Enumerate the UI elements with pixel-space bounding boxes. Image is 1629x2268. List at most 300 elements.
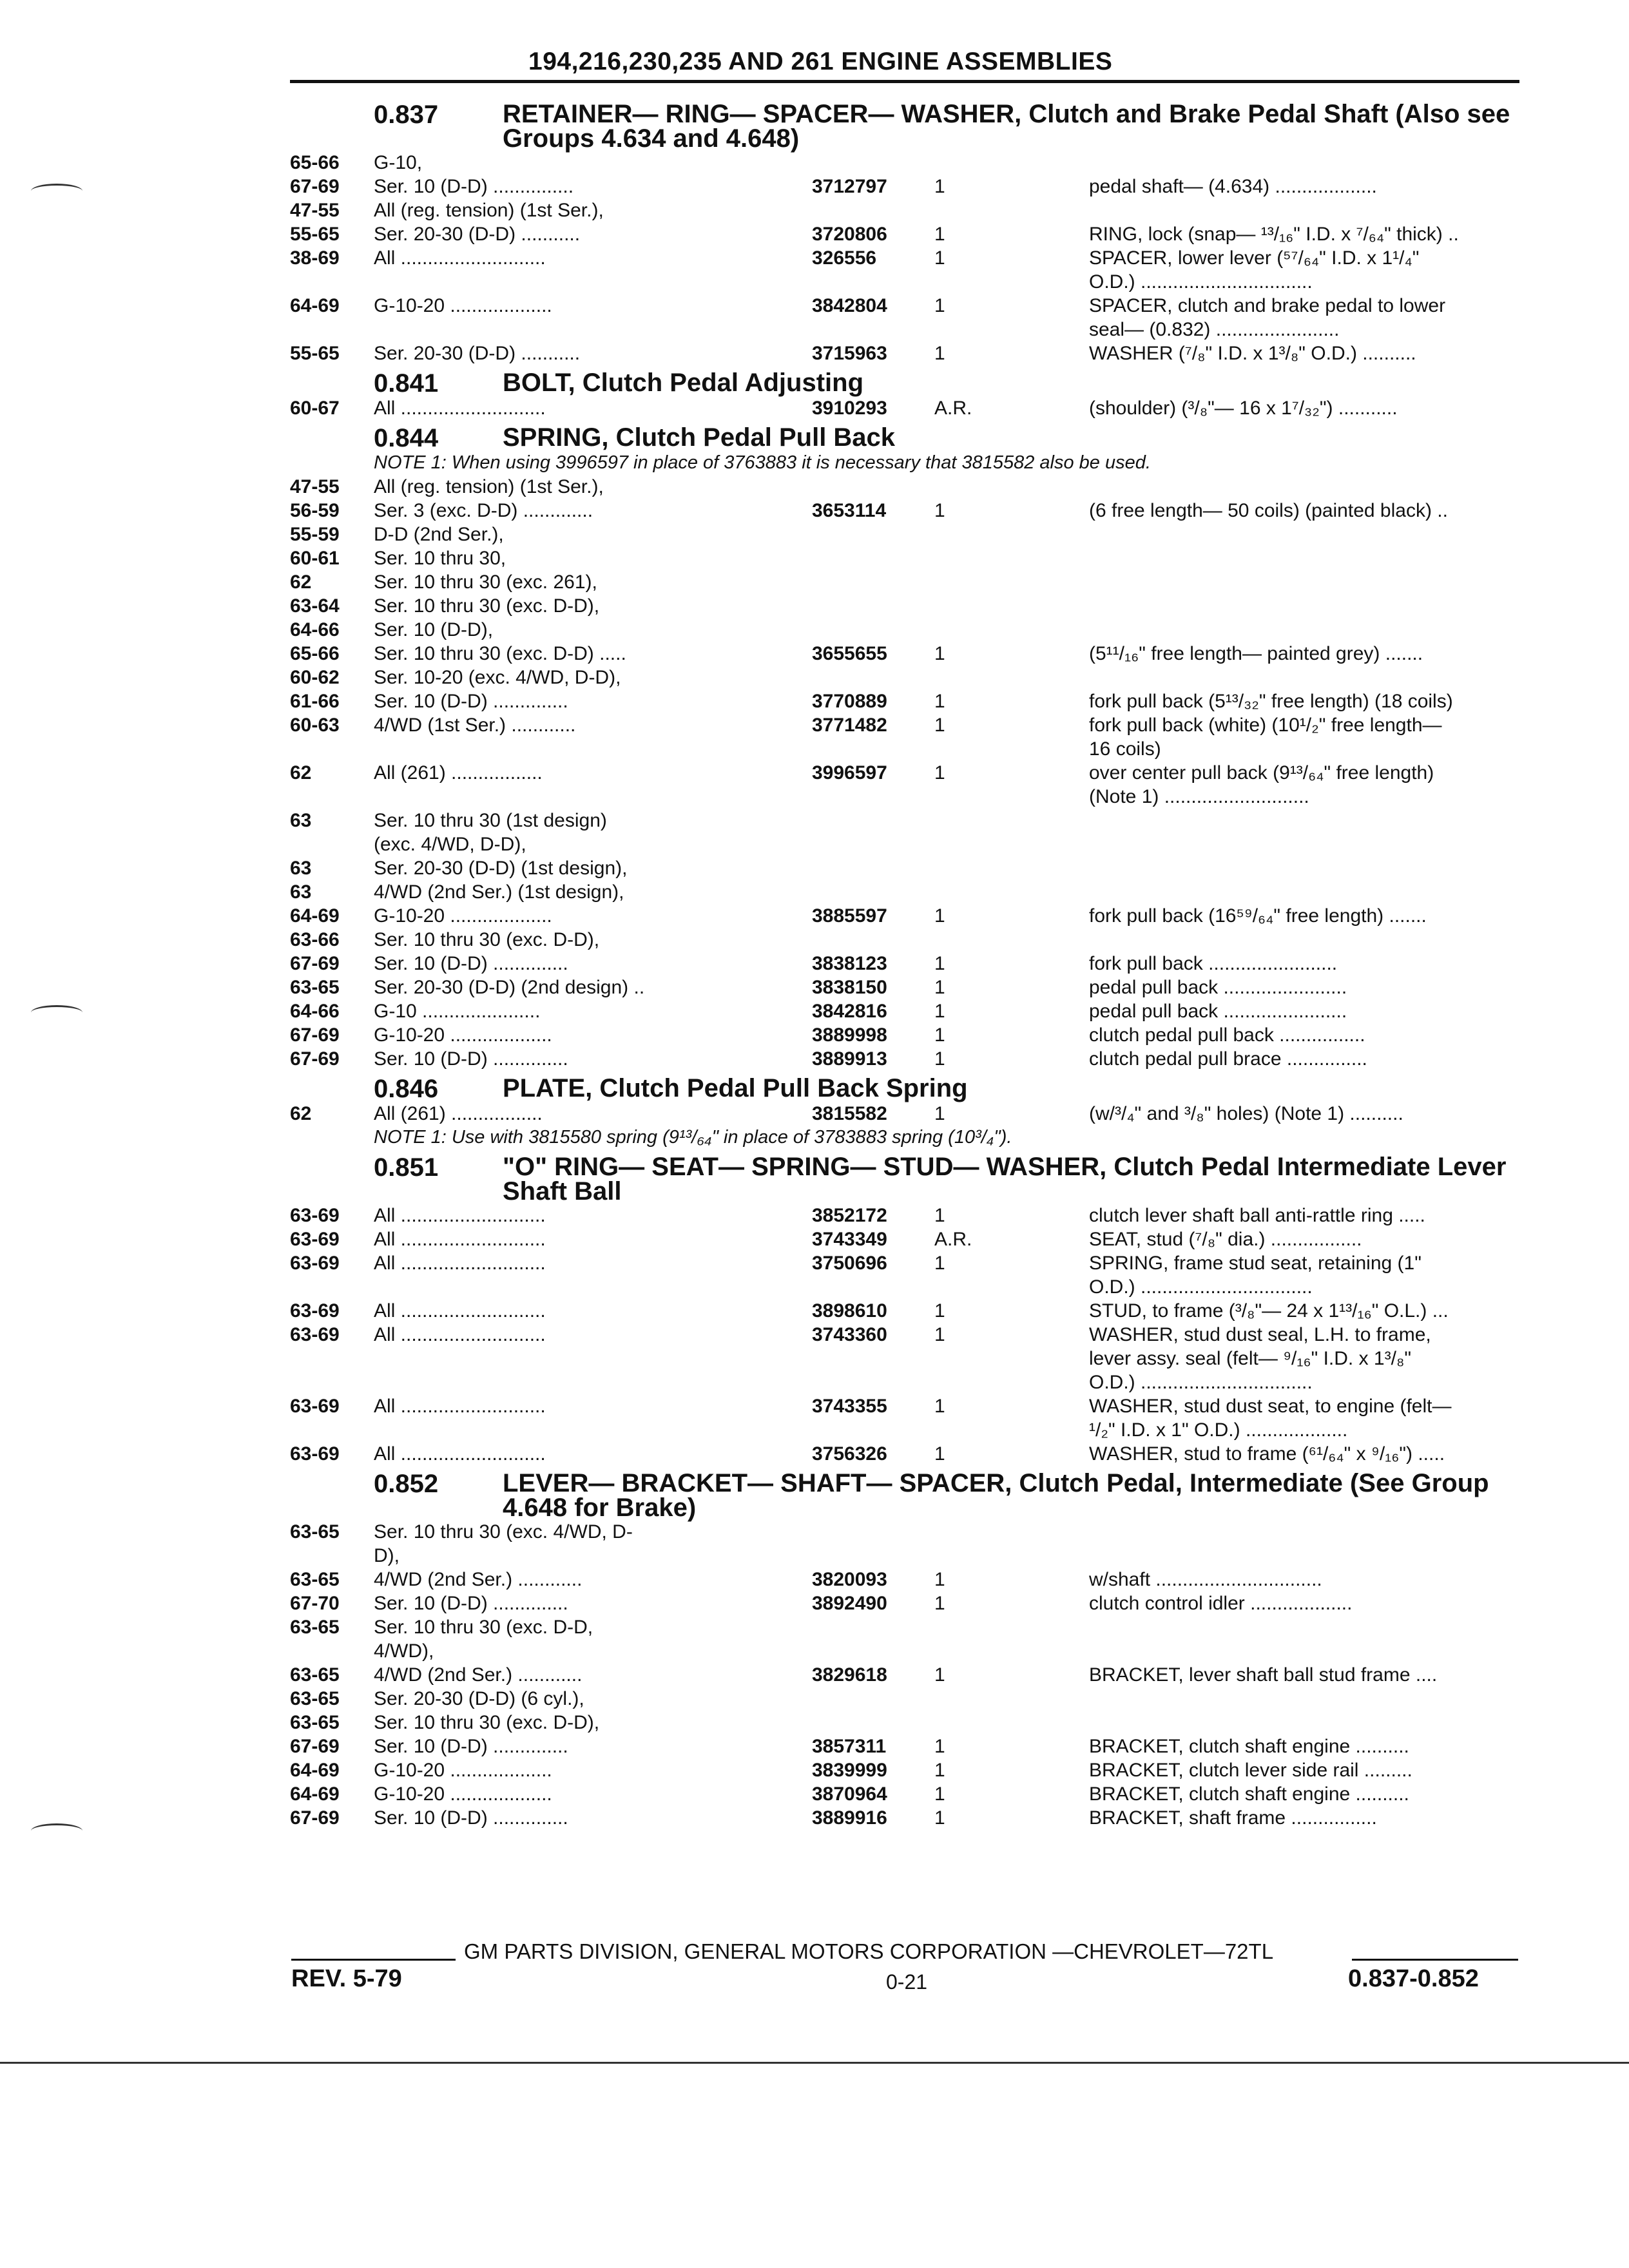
description: SPACER, clutch and brake pedal to lower [1089, 295, 1446, 316]
application: G-10-20 ................... [374, 1783, 552, 1805]
description: fork pull back (16⁵⁹/₆₄" free length) ....... [1089, 905, 1427, 927]
model-years: 63-69 [290, 1300, 340, 1321]
table-row [290, 1370, 1514, 1394]
application: Ser. 20-30 (D-D) (1st design), [374, 858, 628, 879]
description: 16 coils) [1089, 738, 1161, 760]
model-years: 63-64 [290, 595, 340, 617]
part-number: 3857311 [812, 1736, 887, 1757]
model-years: 64-66 [290, 1001, 340, 1022]
part-number: 3889913 [812, 1048, 887, 1070]
part-number: 3889916 [812, 1807, 887, 1829]
table-row [290, 1299, 1514, 1323]
application: Ser. 10 (D-D) .............. [374, 1736, 568, 1757]
description: (6 free length— 50 coils) (painted black) .. [1089, 500, 1448, 521]
model-years: 63 [290, 810, 312, 831]
model-years: 63-69 [290, 1396, 340, 1417]
quantity: 1 [934, 1396, 945, 1417]
table-row [290, 499, 1514, 523]
application [374, 1418, 812, 1442]
application: All ........................... [374, 1229, 546, 1250]
model-years: 60-62 [290, 667, 340, 688]
part-number: 3885597 [812, 905, 887, 927]
model-years: 62 [290, 1103, 312, 1124]
application: D), [374, 1545, 400, 1566]
quantity: 1 [934, 977, 945, 998]
table-row [290, 785, 1514, 809]
application [374, 1347, 812, 1370]
model-years: 63-65 [290, 977, 340, 998]
description: pedal pull back ....................... [1089, 1001, 1347, 1022]
table-row [290, 294, 1514, 318]
part-number: 3842804 [812, 295, 887, 316]
part-number [812, 666, 934, 689]
model-years [290, 1418, 374, 1442]
quantity: 1 [934, 1001, 945, 1022]
part-number [812, 1370, 934, 1394]
part-number: 3870964 [812, 1783, 887, 1805]
application: G-10-20 ................... [374, 1760, 552, 1781]
quantity [934, 1639, 1089, 1663]
section-heading [290, 1076, 1514, 1102]
quantity: 1 [934, 1664, 945, 1686]
application: Ser. 10 (D-D) .............. [374, 1807, 568, 1829]
part-number [812, 737, 934, 761]
application: Ser. 20-30 (D-D) (6 cyl.), [374, 1688, 584, 1709]
quantity: 1 [934, 1048, 945, 1070]
part-number [812, 1418, 934, 1442]
quantity [934, 523, 1089, 546]
description [1089, 618, 1514, 642]
application: Ser. 20-30 (D-D) (2nd design) .. [374, 977, 645, 998]
table-row [290, 1394, 1514, 1418]
part-number: 3838123 [812, 953, 887, 974]
part-number: 3712797 [812, 176, 887, 197]
model-years: 38-69 [290, 247, 340, 269]
quantity: 1 [934, 643, 945, 664]
part-number: 3838150 [812, 977, 887, 998]
model-years: 63-69 [290, 1324, 340, 1345]
table-row [290, 594, 1514, 618]
application [374, 270, 812, 294]
application: 4/WD (2nd Ser.) (1st design), [374, 881, 624, 903]
table-row [290, 151, 1514, 175]
quantity [934, 737, 1089, 761]
description [1089, 546, 1514, 570]
quantity [934, 618, 1089, 642]
section-title: "O" RING— SEAT— SPRING— STUD— WASHER, Clutch Pedal Intermediate Lever Shaft Ball [503, 1153, 1507, 1206]
part-number: 3996597 [812, 762, 887, 783]
application: Ser. 10 thru 30 (exc. D-D), [374, 595, 600, 617]
table-row [290, 713, 1514, 737]
application: All (reg. tension) (1st Ser.), [374, 200, 604, 221]
quantity: 1 [934, 1300, 945, 1321]
description [1089, 856, 1514, 880]
model-years: 63-65 [290, 1712, 340, 1733]
header-rule [290, 80, 1519, 83]
application: All (261) ................. [374, 762, 543, 783]
application: Ser. 10 thru 30 (exc. D-D), [374, 929, 600, 950]
section-title: SPRING, Clutch Pedal Pull Back [503, 423, 896, 452]
model-years: 56-59 [290, 500, 340, 521]
part-number: 3910293 [812, 398, 887, 419]
table-row [290, 1615, 1514, 1639]
part-number [812, 475, 934, 499]
model-years [290, 318, 374, 341]
description [1089, 1520, 1514, 1544]
table-row [290, 1023, 1514, 1047]
model-years [290, 737, 374, 761]
table-row [290, 1687, 1514, 1711]
quantity: 1 [934, 1103, 945, 1124]
part-number: 3815582 [812, 1103, 887, 1124]
description: fork pull back (white) (10¹/₂" free length— [1089, 715, 1442, 736]
model-years: 63-65 [290, 1617, 340, 1638]
description: fork pull back (5¹³/₃₂" free length) (18 coils) [1089, 691, 1453, 712]
table-row [290, 396, 1514, 420]
description [1089, 1615, 1514, 1639]
quantity: 1 [934, 1443, 945, 1465]
application: Ser. 10 thru 30 (exc. 261), [374, 572, 597, 593]
application [374, 1370, 812, 1394]
quantity [934, 880, 1089, 904]
footer-rule-left [291, 1959, 456, 1961]
model-years: 55-65 [290, 343, 340, 364]
part-number [812, 546, 934, 570]
application [374, 1275, 812, 1299]
model-years: 47-55 [290, 200, 340, 221]
application [374, 785, 812, 809]
part-number: 3743360 [812, 1324, 887, 1345]
quantity [934, 1418, 1089, 1442]
quantity: 1 [934, 715, 945, 736]
application: Ser. 20-30 (D-D) ........... [374, 224, 581, 245]
part-number [812, 618, 934, 642]
description: w/shaft ............................... [1089, 1569, 1322, 1590]
model-years: 65-66 [290, 643, 340, 664]
description: fork pull back ........................ [1089, 953, 1338, 974]
application: Ser. 10 thru 30, [374, 548, 506, 569]
table-row [290, 1418, 1514, 1442]
description [1089, 594, 1514, 618]
part-number: 3892490 [812, 1593, 887, 1614]
application: D-D (2nd Ser.), [374, 524, 504, 545]
description [1089, 666, 1514, 689]
quantity [934, 1347, 1089, 1370]
table-row [290, 689, 1514, 713]
quantity: 1 [934, 905, 945, 927]
table-row [290, 1275, 1514, 1299]
application: All ........................... [374, 1253, 546, 1274]
table-row [290, 1047, 1514, 1071]
table-row [290, 737, 1514, 761]
model-years: 67-70 [290, 1593, 340, 1614]
part-number: 3743349 [812, 1229, 887, 1250]
part-number [812, 1520, 934, 1544]
application: Ser. 10 thru 30 (1st design) [374, 810, 607, 831]
section-heading [290, 1155, 1514, 1204]
description: WASHER, stud dust seat, to engine (felt— [1089, 1396, 1452, 1417]
table-row [290, 1782, 1514, 1806]
description: O.D.) ................................ [1089, 1276, 1313, 1298]
table-row [290, 570, 1514, 594]
description [1089, 151, 1514, 175]
table-row [290, 270, 1514, 294]
part-number [812, 1347, 934, 1370]
model-years: 47-55 [290, 476, 340, 497]
model-years: 67-69 [290, 1048, 340, 1070]
part-number [812, 270, 934, 294]
part-number: 3771482 [812, 715, 887, 736]
table-row [290, 1520, 1514, 1544]
table-row [290, 832, 1514, 856]
part-number [812, 594, 934, 618]
table-row [290, 341, 1514, 365]
quantity: 1 [934, 176, 945, 197]
table-row [290, 975, 1514, 999]
model-years: 67-69 [290, 1024, 340, 1046]
scan-edge-line [0, 2062, 1629, 2064]
table-row [290, 1758, 1514, 1782]
application: Ser. 10 (D-D) .............. [374, 953, 568, 974]
model-years: 62 [290, 762, 312, 783]
description: clutch pedal pull back ................ [1089, 1024, 1365, 1046]
application: All (reg. tension) (1st Ser.), [374, 476, 604, 497]
model-years: 63-69 [290, 1205, 340, 1226]
description: BRACKET, clutch lever side rail ......... [1089, 1760, 1412, 1781]
table-row [290, 1639, 1514, 1663]
description [1089, 1687, 1514, 1711]
part-number: 3889998 [812, 1024, 887, 1046]
section-number: 0.844 [374, 424, 439, 452]
description: O.D.) ................................ [1089, 271, 1313, 293]
part-number: 3743355 [812, 1396, 887, 1417]
footer-revision: REV. 5-79 [291, 1965, 402, 1992]
section-number: 0.851 [374, 1153, 439, 1182]
quantity: 1 [934, 224, 945, 245]
description [1089, 880, 1514, 904]
description [1089, 1711, 1514, 1735]
model-years: 63 [290, 881, 312, 903]
description: seal— (0.832) ....................... [1089, 319, 1340, 340]
description: WASHER, stud to frame (⁶¹/₆₄" x ⁹/₁₆") ..... [1089, 1443, 1445, 1465]
model-years: 67-69 [290, 953, 340, 974]
quantity [934, 1711, 1089, 1735]
application: Ser. 10 (D-D) .............. [374, 691, 568, 712]
part-number: 3750696 [812, 1253, 887, 1274]
quantity [934, 594, 1089, 618]
application: 4/WD (2nd Ser.) ............ [374, 1664, 583, 1686]
application [374, 737, 812, 761]
part-number [812, 198, 934, 222]
description: (shoulder) (³/₈"— 16 x 1⁷/₃₂") ........... [1089, 398, 1398, 419]
description: STUD, to frame (³/₈"— 24 x 1¹³/₁₆" O.L.) ... [1089, 1300, 1449, 1321]
quantity [934, 809, 1089, 832]
quantity: 1 [934, 1205, 945, 1226]
description [1089, 570, 1514, 594]
model-years: 67-69 [290, 176, 340, 197]
model-years [290, 1544, 374, 1568]
model-years [290, 1275, 374, 1299]
quantity: 1 [934, 762, 945, 783]
quantity [934, 785, 1089, 809]
quantity [934, 928, 1089, 952]
part-number: 3898610 [812, 1300, 887, 1321]
quantity [934, 151, 1089, 175]
description: over center pull back (9¹³/₆₄" free length) [1089, 762, 1434, 783]
description [1089, 198, 1514, 222]
table-row [290, 618, 1514, 642]
description: ¹/₂" I.D. x 1" O.D.) ................... [1089, 1419, 1348, 1441]
application: All ........................... [374, 1324, 546, 1345]
part-number: 326556 [812, 247, 877, 269]
page-header-title: 194,216,230,235 AND 261 ENGINE ASSEMBLIES [528, 48, 1113, 75]
description [1089, 1544, 1514, 1568]
part-number [812, 809, 934, 832]
model-years: 64-69 [290, 1760, 340, 1781]
section-title: LEVER— BRACKET— SHAFT— SPACER, Clutch Pedal, Intermediate (See Group 4.648 for Brake) [503, 1469, 1489, 1522]
quantity: 1 [934, 343, 945, 364]
model-years: 63 [290, 858, 312, 879]
table-row [290, 1323, 1514, 1347]
quantity: 1 [934, 247, 945, 269]
section-heading [290, 370, 1514, 396]
part-number: 3756326 [812, 1443, 887, 1465]
part-number: 3770889 [812, 691, 887, 712]
description: BRACKET, shaft frame ................ [1089, 1807, 1377, 1829]
part-number [812, 1544, 934, 1568]
model-years: 63-69 [290, 1443, 340, 1465]
description [1089, 475, 1514, 499]
application: Ser. 10 thru 30 (exc. D-D), [374, 1712, 600, 1733]
part-number: 3715963 [812, 343, 887, 364]
part-number: 3655655 [812, 643, 887, 664]
application: Ser. 10 (D-D) .............. [374, 1593, 568, 1614]
footer-division: GM PARTS DIVISION, GENERAL MOTORS CORPORATION —CHEVROLET—72TL [464, 1939, 1274, 1963]
application: Ser. 10 (D-D) ............... [374, 176, 574, 197]
table-row [290, 1347, 1514, 1370]
model-years [290, 1347, 374, 1370]
model-years: 63-65 [290, 1664, 340, 1686]
section-number: 0.846 [374, 1075, 439, 1103]
quantity [934, 666, 1089, 689]
part-number [812, 880, 934, 904]
part-number [812, 1639, 934, 1663]
description [1089, 928, 1514, 952]
section-title: PLATE, Clutch Pedal Pull Back Spring [503, 1074, 968, 1102]
quantity: 1 [934, 1024, 945, 1046]
quantity: 1 [934, 295, 945, 316]
description: (Note 1) ........................... [1089, 786, 1309, 807]
table-row [290, 175, 1514, 198]
part-number [812, 832, 934, 856]
section-note: NOTE 1: Use with 3815580 spring (9¹³/₆₄" in place of 3783883 spring (10³/₄"). [374, 1127, 1012, 1148]
section-title: RETAINER— RING— SPACER— WASHER, Clutch and Brake Pedal Shaft (Also see Groups 4.634 and 4.648) [503, 100, 1510, 153]
model-years: 63-65 [290, 1688, 340, 1709]
application: All (261) ................. [374, 1103, 543, 1124]
application: All ........................... [374, 1300, 546, 1321]
table-row [290, 1711, 1514, 1735]
model-years: 63-69 [290, 1229, 340, 1250]
section-note: NOTE 1: When using 3996597 in place of 3763883 it is necessary that 3815582 also be used. [374, 452, 1151, 473]
description [1089, 832, 1514, 856]
footer-group-range: 0.837-0.852 [1348, 1965, 1479, 1992]
part-number: 3852172 [812, 1205, 887, 1226]
part-number [812, 1711, 934, 1735]
model-years: 64-69 [290, 295, 340, 316]
description: SEAT, stud (⁷/₈" dia.) ................. [1089, 1229, 1362, 1250]
description: SPACER, lower lever (⁵⁷/₆₄" I.D. x 1¹/₄" [1089, 247, 1420, 269]
table-row [290, 642, 1514, 666]
application: Ser. 3 (exc. D-D) ............. [374, 500, 593, 521]
section-title: BOLT, Clutch Pedal Adjusting [503, 369, 863, 397]
description: pedal pull back ....................... [1089, 977, 1347, 998]
quantity [934, 1370, 1089, 1394]
model-years: 55-59 [290, 524, 340, 545]
binder-hole-mark [31, 1823, 82, 1838]
application: 4/WD (1st Ser.) ............ [374, 715, 576, 736]
quantity [934, 1520, 1089, 1544]
description: O.D.) ................................ [1089, 1372, 1313, 1393]
table-row [290, 952, 1514, 975]
model-years [290, 1639, 374, 1663]
table-row [290, 546, 1514, 570]
quantity [934, 318, 1089, 341]
section-heading [290, 425, 1514, 451]
table-row [290, 1102, 1514, 1126]
model-years: 63-65 [290, 1569, 340, 1590]
model-years: 62 [290, 572, 312, 593]
model-years: 67-69 [290, 1736, 340, 1757]
application: All ........................... [374, 398, 546, 419]
part-number: 3720806 [812, 224, 887, 245]
application: G-10-20 ................... [374, 905, 552, 927]
part-number [812, 1615, 934, 1639]
model-years: 63-66 [290, 929, 340, 950]
model-years: 67-69 [290, 1807, 340, 1829]
model-years [290, 785, 374, 809]
application: 4/WD), [374, 1640, 434, 1662]
table-row [290, 904, 1514, 928]
table-row [290, 880, 1514, 904]
part-number: 3829618 [812, 1664, 887, 1686]
table-row [290, 1227, 1514, 1251]
quantity: 1 [934, 1593, 945, 1614]
description: RING, lock (snap— ¹³/₁₆" I.D. x ⁷/₆₄" thick) .. [1089, 224, 1459, 245]
table-row [290, 666, 1514, 689]
description: clutch pedal pull brace ............... [1089, 1048, 1367, 1070]
table-row [290, 1663, 1514, 1687]
table-row [290, 198, 1514, 222]
table-row [290, 1735, 1514, 1758]
part-number: 3839999 [812, 1760, 887, 1781]
quantity [934, 832, 1089, 856]
model-years: 64-69 [290, 1783, 340, 1805]
model-years: 63-65 [290, 1521, 340, 1542]
description: (5¹¹/₁₆" free length— painted grey) ....... [1089, 643, 1423, 664]
application: Ser. 10 thru 30 (exc. 4/WD, D- [374, 1521, 633, 1542]
description: WASHER, stud dust seal, L.H. to frame, [1089, 1324, 1431, 1345]
parts-listing [290, 97, 1514, 1830]
quantity: 1 [934, 1736, 945, 1757]
table-row [290, 1204, 1514, 1227]
part-number [812, 570, 934, 594]
model-years [290, 1370, 374, 1394]
table-row [290, 1251, 1514, 1275]
table-row [290, 999, 1514, 1023]
model-years: 60-67 [290, 398, 340, 419]
table-row [290, 809, 1514, 832]
binder-hole-mark [31, 1005, 82, 1020]
